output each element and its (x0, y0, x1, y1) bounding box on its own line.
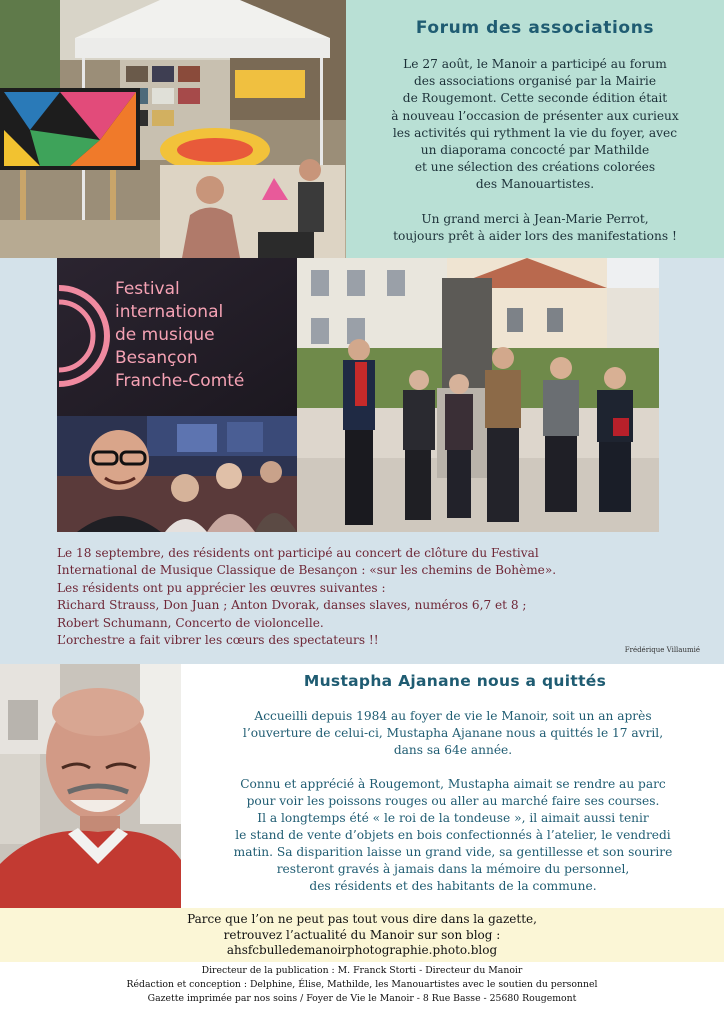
photo-credit: Frédérique Villaumié (624, 646, 700, 654)
tribute-text-line: Accueilli depuis 1984 au foyer de vie le Manoir, soit un an après (254, 709, 652, 723)
festival-sign-line: international (115, 302, 224, 322)
tribute-text-line: Il a longtemps été « le roi de la tondeuse », il aimait aussi tenir (257, 811, 649, 825)
concert-text-line: Les résidents ont pu apprécier les œuvres suivantes : (57, 580, 386, 595)
tribute-text-spacer (186, 759, 720, 776)
publication-footer (0, 964, 724, 1006)
forum-text-line: des associations organisé par la Mairie (413, 74, 657, 89)
concert-text (57, 545, 687, 649)
festival-sign-line: Festival (115, 279, 180, 299)
blog-banner (0, 908, 724, 962)
forum-title: Forum des associations (415, 18, 655, 38)
concert-text-line: Le 18 septembre, des résidents ont participé au concert de clôture du Festival (57, 546, 539, 560)
footer-address: Gazette imprimée par nos soins / Foyer de Vie le Manoir - 8 Rue Basse - 25680 Rougemont (147, 993, 577, 1004)
tribute-text-line: resteront gravés à jamais dans la mémoire du personnel, (276, 862, 630, 876)
mustapha-portrait-photo (0, 664, 181, 908)
blog-line: Parce que l’on ne peut pas tout vous dire dans la gazette, (187, 912, 537, 926)
forum-text-line: des Manouartistes. (475, 177, 595, 192)
blog-url[interactable]: ahsfcbulledemanoirphotographie.photo.blog (226, 943, 498, 957)
forum-text-line: les activités qui rythment la vie du foyer, avec (392, 125, 678, 140)
forum-text-line: Un grand merci à Jean-Marie Perrot, (421, 211, 649, 226)
tribute-text-line: l’ouverture de celui-ci, Mustapha Ajanane nous a quittés le 17 avril, (242, 726, 664, 740)
forum-panel (346, 0, 724, 258)
forum-text-line: un diaporama concocté par Mathilde (420, 143, 650, 158)
tribute-text-line: Connu et apprécié à Rougemont, Mustapha aimait se rendre au parc (240, 777, 666, 791)
concert-text-line: Robert Schumann, Concerto de violoncelle. (57, 615, 324, 630)
tribute-text (186, 708, 720, 895)
group-statue-photo (297, 258, 659, 532)
festival-sign-line: Franche-Comté (115, 371, 245, 391)
concert-text-line: L’orchestre a fait vibrer les cœurs des spectateurs !! (57, 633, 379, 648)
forum-text-line: Le 27 août, le Manoir a participé au forum (403, 57, 667, 71)
forum-text-line: à nouveau l’occasion de présenter aux curieux (391, 108, 679, 123)
concert-text-line: International de Musique Classique de Besançon : «sur les chemins de Bohème». (57, 563, 557, 578)
tribute-text-line: des résidents et des habitants de la commune. (309, 879, 597, 893)
blog-line: retrouvez l’actualité du Manoir sur son blog : (223, 927, 501, 942)
concert-text-line: Richard Strauss, Don Juan ; Anton Dvorak, danses slaves, numéros 6,7 et 8 ; (57, 598, 527, 613)
footer-director: Directeur de la publication : M. Franck Storti - Directeur du Manoir (201, 965, 523, 976)
forum-text (352, 56, 718, 245)
tribute-title: Mustapha Ajanane nous a quittés (303, 672, 607, 690)
tribute-text-line: dans sa 64e année. (393, 743, 513, 757)
tribute-text-line: le stand de vente d’objets en bois confectionnés à l’atelier, le vendredi (235, 828, 671, 842)
forum-text-spacer (352, 194, 718, 211)
footer-credits: Rédaction et conception : Delphine, Élise, Mathilde, les Manouartistes avec le soutien du personnel (126, 979, 598, 990)
forum-text-line: toujours prêt à aider lors des manifestations ! (393, 229, 677, 244)
tribute-text-line: matin. Sa disparition laisse un grand vide, sa gentillesse et son sourire (233, 845, 673, 859)
festival-sign-photo (57, 258, 297, 416)
festival-sign-line: Besançon (115, 348, 198, 368)
concert-hall-selfie-photo (57, 416, 297, 532)
forum-stand-photo (0, 0, 346, 258)
festival-sign-line: de musique (115, 325, 215, 345)
tribute-text-line: pour voir les poissons rouges ou aller au marché faire ses courses. (246, 794, 660, 808)
forum-text-line: et une sélection des créations colorées (414, 160, 656, 175)
forum-text-line: de Rougemont. Cette seconde édition était (402, 91, 668, 106)
